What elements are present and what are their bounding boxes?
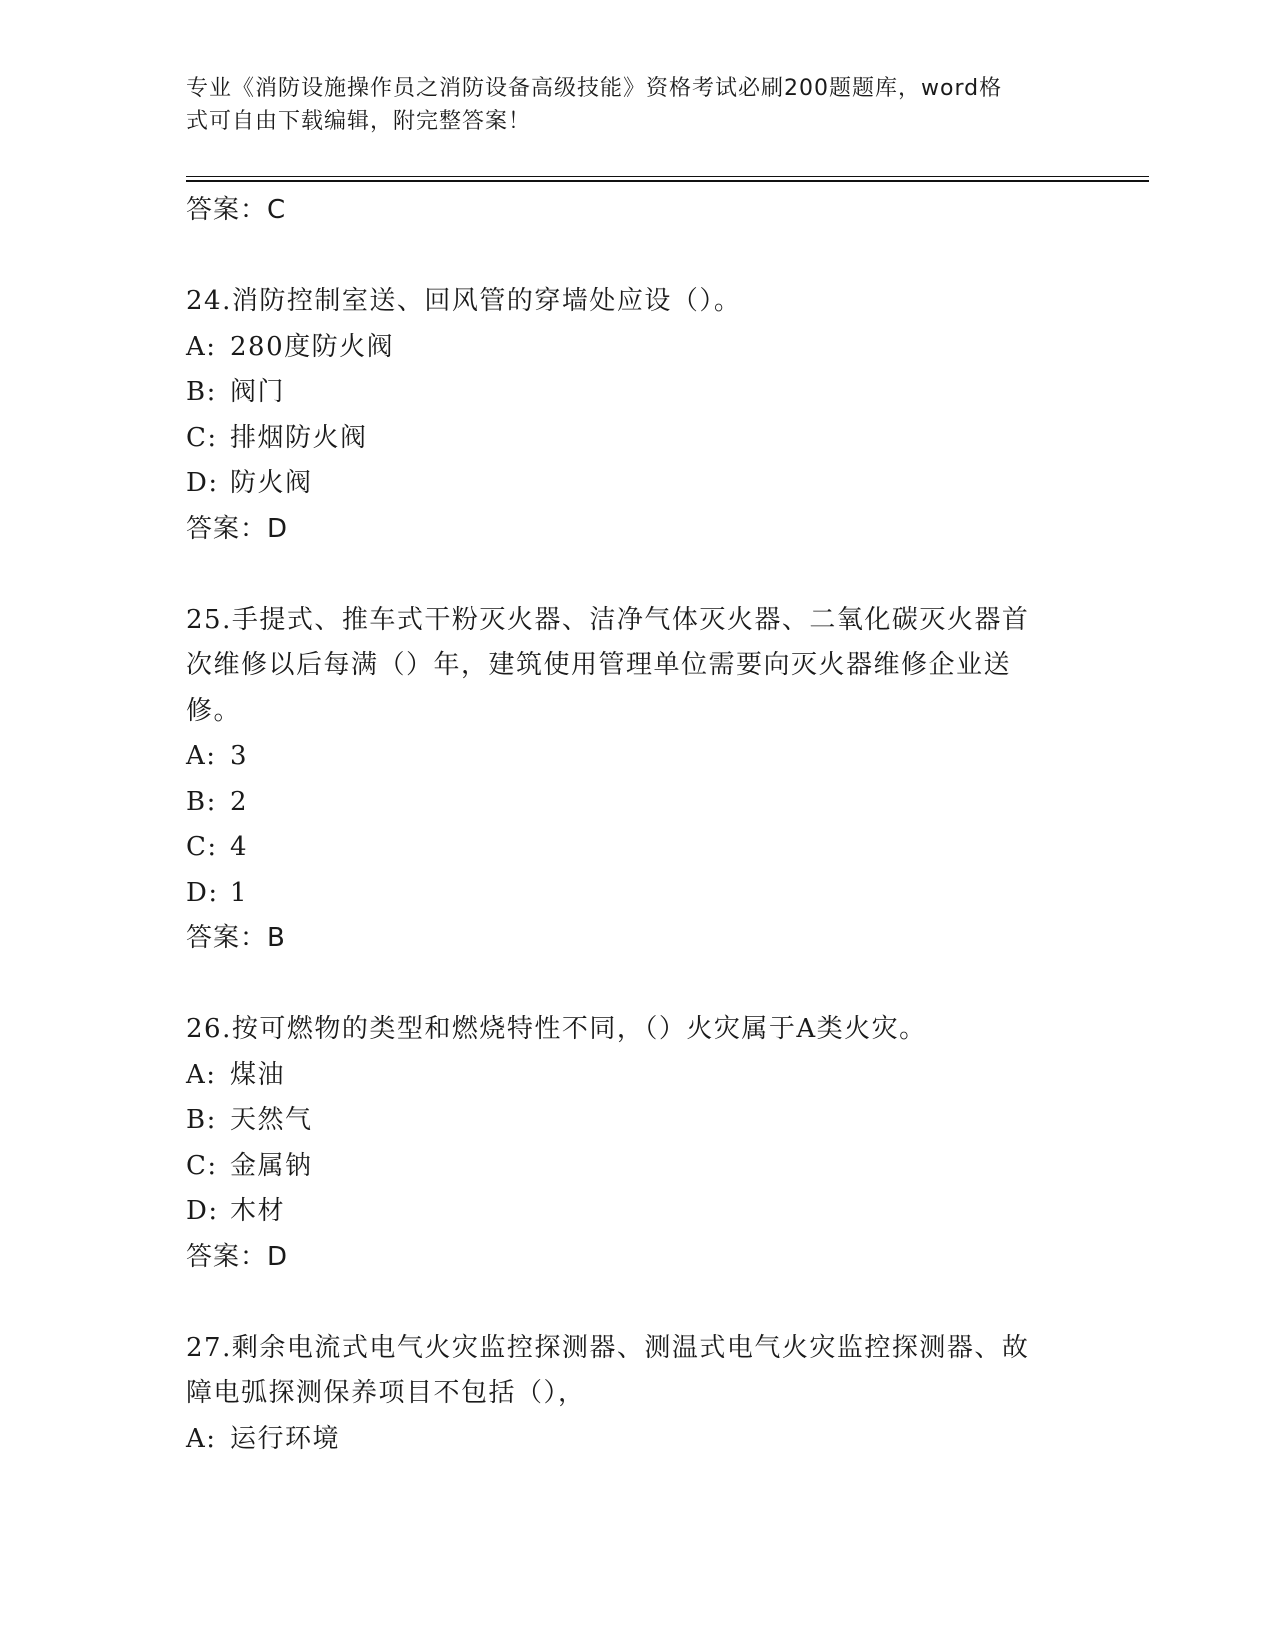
header-line-1: 专业《消防设施操作员之消防设备高级技能》资格考试必刷200题题库，word格: [186, 76, 1003, 101]
question-text: 27.剩余电流式电气火灾监控探测器、测温式电气火灾监控探测器、故: [186, 1332, 1030, 1363]
option-c: [186, 1144, 1086, 1190]
option-text: 木材: [230, 1196, 286, 1226]
option-d: [186, 461, 1086, 507]
option-label: A:: [186, 741, 217, 771]
option-label: B:: [186, 1105, 217, 1135]
option-a: [186, 734, 1086, 780]
question-text: 次维修以后每满（）年，建筑使用管理单位需要向灭火器维修企业送: [186, 650, 1012, 680]
option-text: 煤油: [230, 1059, 286, 1090]
question-27: [186, 1326, 1086, 1463]
spacer: [186, 234, 1086, 280]
option-text: 1: [230, 877, 249, 908]
answer: 答案：D: [186, 1241, 289, 1272]
option-c: [186, 416, 1086, 462]
option-label: C:: [186, 422, 218, 453]
header-line-2: 式可自由下载编辑，附完整答案！: [186, 109, 532, 134]
option-text: 金属钠: [230, 1150, 313, 1181]
header-divider: [186, 176, 1149, 182]
option-label: C:: [186, 832, 218, 862]
previous-answer: 答案：C: [186, 195, 287, 225]
question-25: [186, 598, 1086, 962]
question-text: 24.消防控制室送、回风管的穿墙处应设（）。: [186, 286, 742, 316]
option-label: A:: [186, 1059, 217, 1090]
option-text: 阀门: [230, 377, 286, 407]
spacer: [186, 962, 1086, 1008]
option-a: [186, 325, 1086, 371]
option-text: 280度防火阀: [230, 331, 395, 362]
option-text: 排烟防火阀: [230, 422, 368, 453]
option-label: D:: [186, 877, 219, 908]
answer: 答案：B: [186, 923, 286, 953]
answer: 答案：D: [186, 513, 289, 544]
option-label: B:: [186, 377, 217, 407]
option-label: A:: [186, 1423, 217, 1454]
option-text: 天然气: [230, 1105, 313, 1135]
question-text: 障电弧探测保养项目不包括（），: [186, 1378, 586, 1408]
option-d: [186, 1189, 1086, 1235]
option-label: C:: [186, 1150, 218, 1181]
spacer: [186, 552, 1086, 598]
option-text: 2: [230, 786, 249, 817]
question-24: [186, 279, 1086, 552]
question-26: [186, 1007, 1086, 1280]
option-label: D:: [186, 468, 219, 498]
option-c: [186, 825, 1086, 871]
question-text: 26.按可燃物的类型和燃烧特性不同，（）火灾属于A类火灾。: [186, 1014, 927, 1044]
option-label: B:: [186, 786, 217, 817]
option-text: 4: [230, 832, 249, 862]
option-text: 运行环境: [230, 1423, 341, 1454]
spacer: [186, 1280, 1086, 1326]
document-header: [186, 72, 1066, 138]
question-list: [186, 188, 1086, 1462]
question-text: 修。: [186, 695, 242, 726]
option-d: [186, 871, 1086, 917]
option-a: [186, 1417, 1086, 1463]
option-a: [186, 1053, 1086, 1099]
option-label: D:: [186, 1196, 219, 1226]
option-text: 3: [230, 741, 249, 771]
option-text: 防火阀: [230, 468, 313, 498]
option-label: A:: [186, 331, 217, 362]
question-text: 25.手提式、推车式干粉灭火器、洁净气体灭火器、二氧化碳灭火器首: [186, 604, 1030, 635]
option-b: [186, 780, 1086, 826]
option-b: [186, 1098, 1086, 1144]
option-b: [186, 370, 1086, 416]
